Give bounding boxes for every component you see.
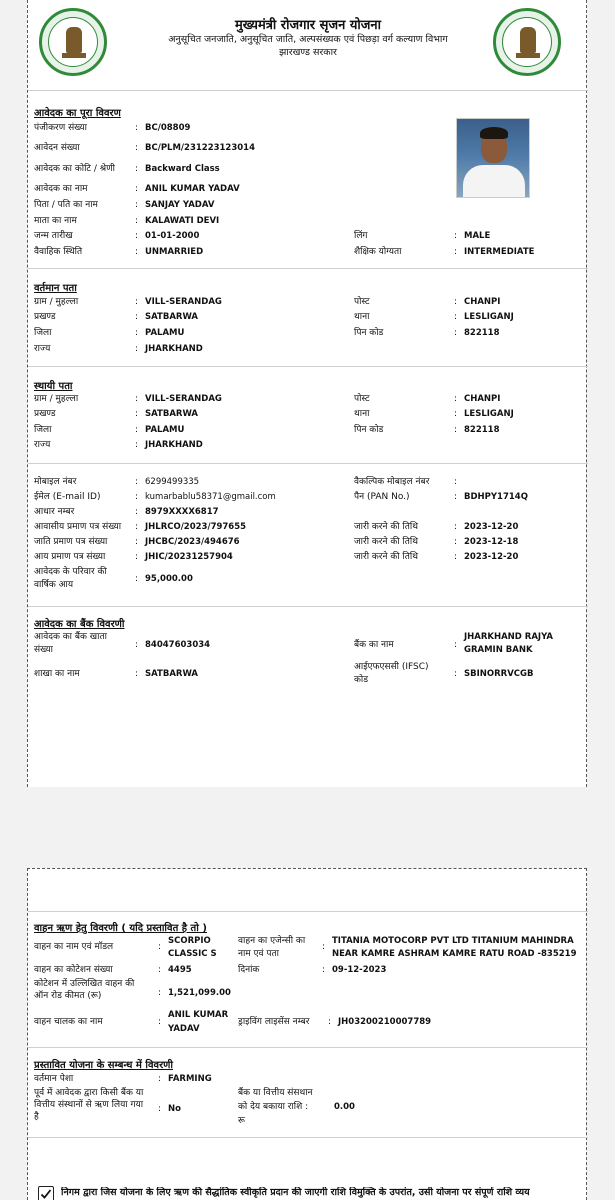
department-name: अनुसूचित जनजाति, अनुसूचित जाति, अल्पसंख्यक एवं पिछड़ा वर्ग कल्याण विभाग: [168, 34, 448, 45]
income-date-value: 2023-12-20: [464, 552, 519, 562]
section-applicant-title: आवेदक का पूरा विवरण: [34, 108, 121, 119]
aadhar-label: आधार नम्बर: [34, 507, 75, 517]
profession-label: वर्तमान पेशा: [34, 1074, 74, 1084]
due-amount-label-line2: को देय बकाया राशि :: [238, 1102, 309, 1112]
section-permanent-address-title: स्थायी पता: [34, 381, 73, 392]
vehicle-model-value: SCORPIO: [168, 936, 211, 946]
onroad-price-label: कोटेशन में उल्लिखित वाहन की: [34, 979, 135, 989]
gender-label: लिंग: [354, 231, 368, 241]
mobile-label: मोबाइल नंबर: [34, 477, 77, 487]
current-pin-value: 822118: [464, 328, 500, 338]
ifsc-label-line2: कोड: [354, 675, 369, 685]
license-label: ड्राइविंग लाइसेंस नम्बर: [238, 1017, 310, 1027]
app-value: BC/PLM/231223123014: [145, 143, 256, 153]
permanent-pin-value: 822118: [464, 425, 500, 435]
current-post-value: CHANPI: [464, 297, 501, 307]
profession-value: FARMING: [168, 1074, 212, 1084]
current-thana-label: थाना: [354, 312, 370, 322]
email-label: ईमेल (E-mail ID): [34, 492, 101, 502]
aadhar-value: 8979XXXX6817: [145, 507, 219, 517]
current-district-value: PALAMU: [145, 328, 185, 338]
current-post-label: पोस्ट: [354, 297, 370, 307]
residence-cert-value: JHLRCO/2023/797655: [145, 522, 247, 532]
divider: [28, 463, 588, 464]
section-vehicle-title: वाहन ऋण हेतु विवरणी ( यदि प्रस्तावित है तो ): [34, 923, 207, 934]
gender-value: MALE: [464, 231, 491, 241]
pan-label: पैन (PAN No.): [354, 492, 410, 502]
account-label-line2: संख्या: [34, 645, 53, 655]
edu-value: INTERMEDIATE: [464, 247, 535, 257]
permanent-thana-value: LESLIGANJ: [464, 409, 514, 419]
driver-value-line2: YADAV: [168, 1024, 200, 1034]
mother-label: माता का नाम: [34, 216, 77, 226]
father-value: SANJAY YADAV: [145, 200, 215, 210]
family-income-label: आवेदक के परिवार की: [34, 567, 107, 577]
permanent-pin-label: पिन कोड: [354, 425, 384, 435]
caste-date-label: जारी करने की तिथि: [354, 537, 418, 547]
dob-value: 01-01-2000: [145, 231, 200, 241]
government-name: झारखण्ड सरकार: [279, 47, 337, 58]
driver-label: वाहन चालक का नाम: [34, 1017, 103, 1027]
current-state-label: राज्य: [34, 344, 51, 354]
reg-label: पंजीकरण संख्या: [34, 123, 87, 133]
permanent-district-value: PALAMU: [145, 425, 185, 435]
vehicle-model-label: वाहन का नाम एवं मॉडल: [34, 942, 114, 952]
caste-cert-label: जाति प्रमाण पत्र संख्या: [34, 537, 108, 547]
current-block-value: SATBARWA: [145, 312, 199, 322]
branch-label: शाखा का नाम: [34, 669, 80, 679]
marital-value: UNMARRIED: [145, 247, 204, 257]
vehicle-model-value-line2: CLASSIC S: [168, 949, 217, 959]
bank-name-value-line2: GRAMIN BANK: [464, 645, 533, 655]
prev-loan-value: No: [168, 1104, 181, 1114]
marital-label: वैवाहिक स्थिति: [34, 247, 83, 257]
permanent-post-label: पोस्ट: [354, 394, 370, 404]
onroad-price-label-line2: ऑन रोड कीमत (रू): [34, 991, 102, 1001]
father-label: पिता / पति का नाम: [34, 200, 98, 210]
prev-loan-label-line2: वित्तीय संस्थानों से ऋण लिया गया: [34, 1100, 144, 1110]
prev-loan-label-line3: है: [34, 1112, 39, 1122]
permanent-block-label: प्रखण्ड: [34, 409, 56, 419]
residence-date-value: 2023-12-20: [464, 522, 519, 532]
divider: [28, 90, 588, 91]
agency-value: TITANIA MOTOCORP PVT LTD TITANIUM MAHINDRA: [332, 936, 574, 946]
email-value: kumarbablu58371@gmail.com: [145, 492, 276, 502]
permanent-state-label: राज्य: [34, 440, 51, 450]
license-value: JH03200210007789: [338, 1017, 432, 1027]
divider: [28, 1137, 588, 1138]
ifsc-value: SBINORRVCGB: [464, 669, 534, 679]
divider: [28, 1047, 588, 1048]
agency-value-line2: NEAR KAMRE ASHRAM KAMRE RATU ROAD -835219: [332, 949, 577, 959]
divider: [28, 606, 588, 607]
caste-date-value: 2023-12-18: [464, 537, 519, 547]
bank-name-label: बैंक का नाम: [354, 640, 394, 650]
onroad-price-value: 1,521,099.00: [168, 988, 231, 998]
bank-name-value: JHARKHAND RAJYA: [464, 632, 554, 642]
current-pin-label: पिन कोड: [354, 328, 384, 338]
name-value: ANIL KUMAR YADAV: [145, 184, 240, 194]
prev-loan-label: पूर्व में आवेदक द्वारा किसी बैंक या: [34, 1088, 144, 1098]
section-current-address-title: वर्तमान पता: [34, 283, 77, 294]
residence-date-label: जारी करने की तिथि: [354, 522, 418, 532]
income-cert-value: JHIC/20231257904: [145, 552, 233, 562]
income-date-label: जारी करने की तिथि: [354, 552, 418, 562]
scheme-title: मुख्यमंत्री रोजगार सृजन योजना: [235, 18, 381, 33]
pan-value: BDHPY1714Q: [464, 492, 528, 502]
income-cert-label: आय प्रमाण पत्र संख्या: [34, 552, 106, 562]
account-label: आवेदक का बैंक खाता: [34, 632, 107, 642]
caste-cert-value: JHCBC/2023/494676: [145, 537, 240, 547]
application-page-2: वाहन ऋण हेतु विवरणी ( यदि प्रस्तावित है तो ) वाहन का नाम एवं मॉडल : SCORPIO CLASSIC S वाहन का एजेन्सी का नाम एवं पता : TITANIA MOTOCORP PVT LTD TITANIUM MAHINDRA NEAR KAMRE ASHRAM KAMRE RATU ROAD -835219 वाहन का कोटेशन संख्या : 4495 दिनांक : 09-12-2023 कोटेशन में उल्लिखित वाहन की ऑन रोड कीमत (रू) : 1,521,099.00 वाहन चालक का नाम : ANIL KUMAR YADAV ड्राइविंग लाइसेंस नम्बर : JH03200210007789 प्रस्तावित योजना के सम्बन्ध में विवरणी वर्तमान पेशा : FARMING पूर्व में आवेदक द्वारा किसी बैंक या वित्तीय संस्थानों से ऋण लिया गया है : No बैंक या वित्तीय संसथान को देय बकाया राशि : रू 0.00 निगम द्वारा जिस योजना के लिए ऋण की सैद्धांतिक स्वीकृति प्रदान की जाएगी राशि विमुक्ति के उपरांत, उसी योजना पर संपूर्ण राशि व्यय: [27, 868, 587, 1200]
residence-cert-label: आवासीय प्रमाण पत्र संख्या: [34, 522, 122, 532]
due-amount-label: बैंक या वित्तीय संसथान: [238, 1088, 313, 1098]
divider: [28, 366, 588, 367]
permanent-village-value: VILL-SERANDAG: [145, 394, 222, 404]
current-village-value: VILL-SERANDAG: [145, 297, 222, 307]
agency-label: वाहन का एजेन्सी का: [238, 936, 306, 946]
permanent-block-value: SATBARWA: [145, 409, 199, 419]
current-village-label: ग्राम / मुहल्ला: [34, 297, 79, 307]
quotation-date-label: दिनांक: [238, 965, 260, 975]
mother-value: KALAWATI DEVI: [145, 216, 220, 226]
family-income-label-line2: वार्षिक आय: [34, 580, 74, 590]
permanent-district-label: जिला: [34, 425, 52, 435]
quotation-date-value: 09-12-2023: [332, 965, 387, 975]
section-bank-title: आवेदक का बैंक विवरणी: [34, 619, 125, 630]
section-scheme-title: प्रस्तावित योजना के सम्बन्ध में विवरणी: [34, 1060, 173, 1071]
quotation-label: वाहन का कोटेशन संख्या: [34, 965, 113, 975]
due-amount-label-line3: रू: [238, 1116, 245, 1126]
account-value: 84047603034: [145, 640, 211, 650]
applicant-photo: [456, 118, 530, 198]
permanent-village-label: ग्राम / मुहल्ला: [34, 394, 79, 404]
edu-label: शैक्षिक योग्यता: [354, 247, 402, 257]
divider: [28, 268, 588, 269]
divider: [28, 911, 588, 912]
name-label: आवेदक का नाम: [34, 184, 88, 194]
current-district-label: जिला: [34, 328, 52, 338]
permanent-post-value: CHANPI: [464, 394, 501, 404]
category-value: Backward Class: [145, 164, 220, 174]
permanent-state-value: JHARKHAND: [145, 440, 203, 450]
dob-label: जन्म तारीख: [34, 231, 73, 241]
reg-value: BC/08809: [145, 123, 191, 133]
declaration-text: निगम द्वारा जिस योजना के लिए ऋण की सैद्धांतिक स्वीकृति प्रदान की जाएगी राशि विमुक्ति के उपरांत, उसी योजना पर संपूर्ण राशि व्यय: [61, 1187, 530, 1198]
due-amount-value: 0.00: [334, 1102, 355, 1112]
application-page-1: मुख्यमंत्री रोजगार सृजन योजना अनुसूचित जनजाति, अनुसूचित जाति, अल्पसंख्यक एवं पिछड़ा वर्ग कल्याण विभाग झारखण्ड सरकार आवेदक का पूरा विवरण पंजीकरण संख्या : BC/08809 आवेदन संख्या : BC/PLM/231223123014 आवेदक का कोटि / श्रेणी : Backward Class आवेदक का नाम : ANIL KUMAR YADAV पिता / पति का नाम : SANJAY YADAV माता का नाम : KALAWATI DEVI जन्म तारीख : 01-01-2000 लिंग : MALE वैवाहिक स्थिति : UNMARRIED शैक्षिक योग्यता : INTERMEDIATE वर्तमान पता ग्राम / मुहल्ला : VILL-SERANDAG पोस्ट : CHANPI प्रखण्ड : SATBARWA थाना : LESLIGANJ जिला : PALAMU पिन कोड : 822118 राज्य : JHARKHAND स्थायी पता ग्राम / मुहल्ला : VILL-SERANDAG पोस्ट : CHANPI प्रखण्ड : SATBARWA थाना : LESLIGANJ जिला : PALAMU पिन कोड : 822118 राज्य : JHARKHAND मोबाइल नंबर : 6299499335 वैकल्पिक मोबाइल नंबर : ईमेल (E-mail ID) : kumarbablu58371@gmail.com पैन (PAN No.) : BDHPY1714Q आधार नम्बर : 8979XXXX6817 आवासीय प्रमाण पत्र संख्या : JHLRCO/2023/797655 जारी करने की तिथि : 2023-12-20 जाति प्रमाण पत्र संख्या : JHCBC/2023/494676 जारी करने की तिथि : 2023-12-18 आय प्रमाण पत्र संख्या : JHIC/20231257904 जारी करने की तिथि : 2023-12-20 आवेदक के परिवार की वार्षिक आय : 95,000.00 आवेदक का बैंक विवरणी आवेदक का बैंक खाता संख्या : 84047603034 बैंक का नाम : JHARKHAND RAJYA GRAMIN BANK शाखा का नाम : SATBARWA आईएफएससी (IFSC) कोड : SBINORRVCGB: [27, 0, 587, 787]
branch-value: SATBARWA: [145, 669, 199, 679]
ifsc-label: आईएफएससी (IFSC): [354, 662, 429, 672]
current-block-label: प्रखण्ड: [34, 312, 56, 322]
app-label: आवेदन संख्या: [34, 143, 80, 153]
mobile-value: 6299499335: [145, 477, 200, 487]
current-state-value: JHARKHAND: [145, 344, 203, 354]
current-thana-value: LESLIGANJ: [464, 312, 514, 322]
declaration-checkbox[interactable]: [38, 1186, 54, 1200]
alt-mobile-label: वैकल्पिक मोबाइल नंबर: [354, 477, 430, 487]
check-icon: [40, 1188, 52, 1200]
quotation-value: 4495: [168, 965, 192, 975]
driver-value: ANIL KUMAR: [168, 1010, 229, 1020]
permanent-thana-label: थाना: [354, 409, 370, 419]
agency-label-line2: नाम एवं पता: [238, 949, 279, 959]
category-label: आवेदक का कोटि / श्रेणी: [34, 164, 115, 174]
family-income-value: 95,000.00: [145, 574, 193, 584]
